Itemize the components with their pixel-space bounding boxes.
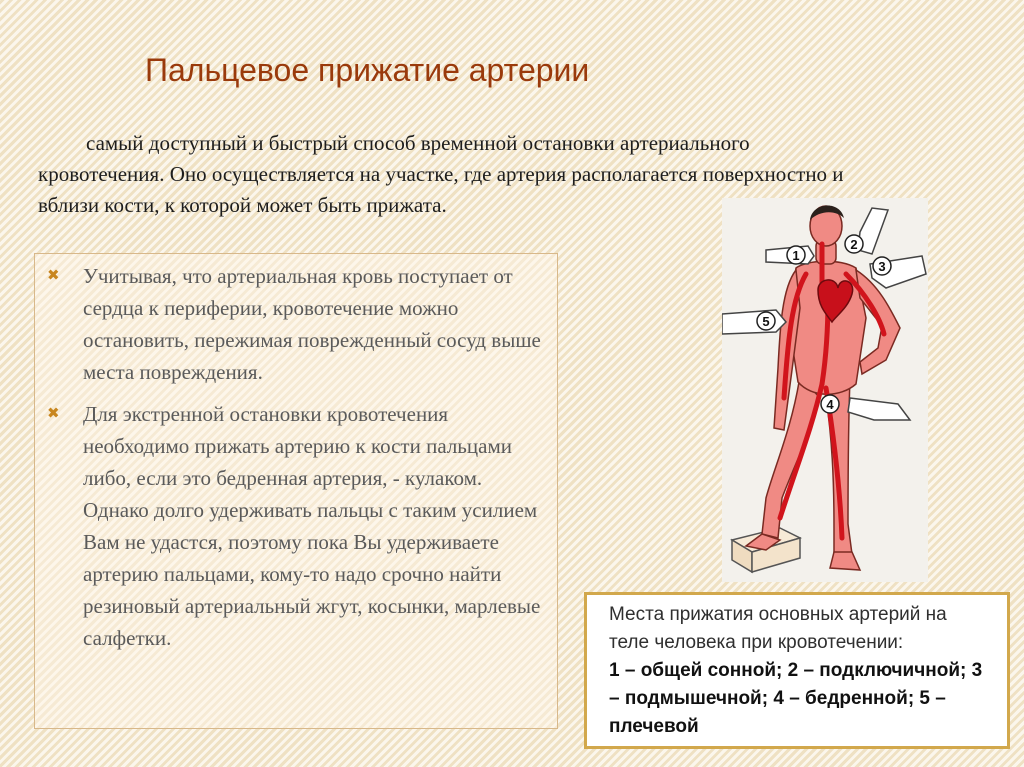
- bullet-text: Для экстренной остановки кровотечения необходимо прижать артерию к кости пальцами либо, если это бедренная артерия, - кулаком. Однако долго удерживать пальцы с таким усилием Вам не удастся, поэтому пока Вы удерживаете артерию пальцами, кому-то надо срочно найти резиновый артериальный жгут, косынки, марлевые салфетки.: [83, 402, 541, 650]
- hand-4: [848, 398, 910, 420]
- caption-legend: 1 – общей сонной; 2 – подключичной; 3 – подмышечной; 4 – бедренной; 5 – плечевой: [609, 660, 983, 737]
- bullet-item: [47, 260, 543, 388]
- anatomy-figure: [722, 198, 928, 582]
- caption-line-2: теле человека при кровотечении:: [609, 632, 904, 653]
- caption-line-1: Места прижатия основных артерий на: [609, 604, 947, 625]
- star-bullet-icon: ✖: [47, 406, 60, 422]
- svg-text:1: 1: [792, 248, 800, 263]
- caption-box: [584, 592, 1010, 749]
- svg-text:5: 5: [762, 314, 770, 329]
- bullet-box: [34, 253, 558, 729]
- bullet-list: [35, 254, 557, 654]
- hand-5: [722, 310, 786, 334]
- marker-2: [845, 235, 863, 253]
- marker-1: [787, 246, 805, 264]
- bullet-item: [47, 398, 543, 654]
- star-bullet-icon: ✖: [47, 268, 60, 284]
- marker-3: [873, 257, 891, 275]
- slide-title: Пальцевое прижатие артерии: [145, 52, 590, 88]
- svg-text:3: 3: [878, 259, 886, 274]
- marker-5: [757, 312, 775, 330]
- intro-paragraph: самый доступный и быстрый способ временной остановки артериального кровотечения. Оно осуществляется на участке, где артерия располагается поверхностно и вблизи кости, к которой может быть прижата.: [38, 131, 844, 217]
- svg-text:2: 2: [850, 237, 858, 252]
- svg-text:4: 4: [826, 397, 834, 412]
- marker-4: [821, 395, 839, 413]
- anatomy-illustration: [722, 198, 928, 582]
- bullet-text: Учитывая, что артериальная кровь поступает от сердца к периферии, кровотечение можно остановить, пережимая поврежденный сосуд выше места повреждения.: [83, 264, 541, 384]
